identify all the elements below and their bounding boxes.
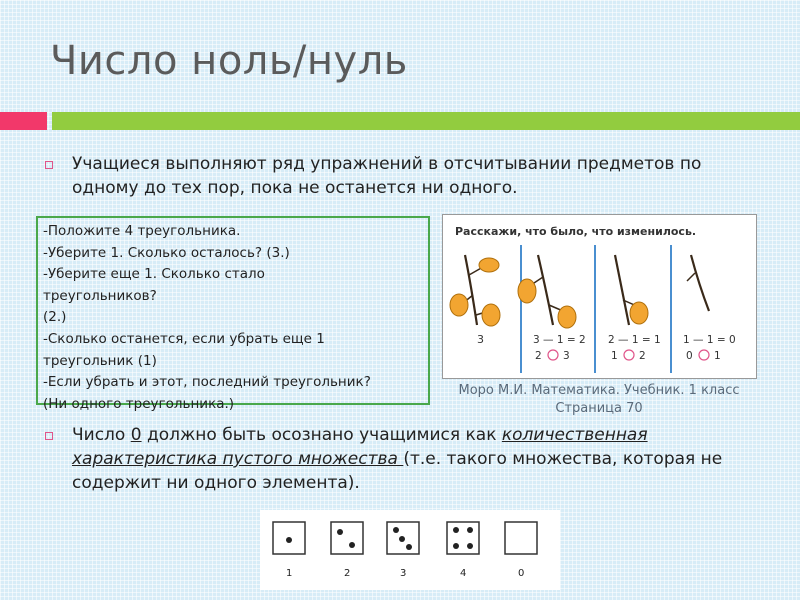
- branch-3-leaves-icon: [450, 255, 500, 326]
- bullet-2-zero: 0: [130, 425, 142, 445]
- branch-leaves-illustration: [443, 215, 756, 378]
- bullet-2-mid: должно быть осознано учащимися как: [141, 425, 502, 445]
- instruction-line: треугольников?: [43, 287, 157, 304]
- panel-3-right: 2: [639, 350, 646, 362]
- instruction-line: -Сколько останется, если убрать еще 1: [43, 330, 325, 347]
- instruction-line: -Положите 4 треугольника.: [43, 223, 241, 239]
- dot-box-label: 1: [286, 568, 293, 579]
- box-two-dots-icon: [331, 522, 363, 554]
- panel-2-equation: 3 — 1 = 2: [533, 334, 586, 346]
- panel-2-right: 3: [563, 350, 570, 362]
- panel-3-left: 1: [611, 350, 618, 362]
- dot-box-label: 0: [518, 568, 525, 579]
- bullet-2-post: (т.е. такого множества, которая не содержит ни одного элемента).: [72, 449, 723, 493]
- bullet-text-1: Учащиеся выполняют ряд упражнений в отсчитывании предметов по одному до тех пор, пока не останется ни одного.: [72, 154, 702, 198]
- book-caption-line-2: Страница 70: [555, 401, 643, 416]
- panel-1-count: 3: [477, 333, 484, 346]
- bullet-2-pre: Число: [72, 425, 131, 445]
- panel-4-right: 1: [714, 350, 721, 362]
- branch-1-leaf-icon: [615, 255, 648, 325]
- dot-boxes-illustration: [260, 510, 560, 590]
- textbook-illustration: [442, 214, 757, 379]
- instruction-line: -Если убрать и этот, последний треугольник?: [43, 374, 371, 391]
- panel-3-equation: 2 — 1 = 1: [608, 334, 661, 346]
- instruction-line: -Уберите 1. Сколько осталось? (3.): [43, 244, 290, 261]
- bullet-marker-icon: [45, 432, 53, 440]
- bullet-text-2: [72, 423, 772, 495]
- panel-4-equation: 1 — 1 = 0: [683, 334, 736, 346]
- book-caption-line-1: Моро М.И. Математика. Учебник. 1 класс: [458, 383, 740, 398]
- box-empty-icon: [505, 522, 537, 554]
- instruction-line: треугольник (1): [43, 352, 157, 369]
- panel-4-left: 0: [686, 350, 693, 362]
- bare-branch-icon: [687, 255, 709, 311]
- dot-box-label: 2: [344, 568, 351, 579]
- bullet-2-underlined: количественная характеристика пустого множества: [72, 425, 648, 469]
- bullet-marker-icon: [45, 161, 53, 169]
- box-three-dots-icon: [387, 522, 419, 554]
- instruction-line: (2.): [43, 309, 67, 326]
- instruction-line: (Ни одного треугольника.): [43, 395, 235, 412]
- box-one-dot-icon: [273, 522, 305, 554]
- dot-boxes-svg: [260, 510, 560, 590]
- instructions-list: [43, 221, 433, 415]
- dot-box-label: 4: [460, 568, 467, 579]
- green-accent-bar: [52, 112, 800, 130]
- book-caption: [440, 382, 758, 418]
- instruction-line: -Уберите еще 1. Сколько стало: [43, 266, 265, 283]
- pink-accent-bar: [0, 112, 47, 130]
- box-four-dots-icon: [447, 522, 479, 554]
- book-header: Расскажи, что было, что изменилось.: [455, 225, 697, 238]
- dot-box-label: 3: [400, 568, 407, 579]
- branch-2-leaves-icon: [518, 255, 576, 328]
- slide-title: Число ноль/нуль: [50, 38, 408, 84]
- panel-2-left: 2: [535, 350, 542, 362]
